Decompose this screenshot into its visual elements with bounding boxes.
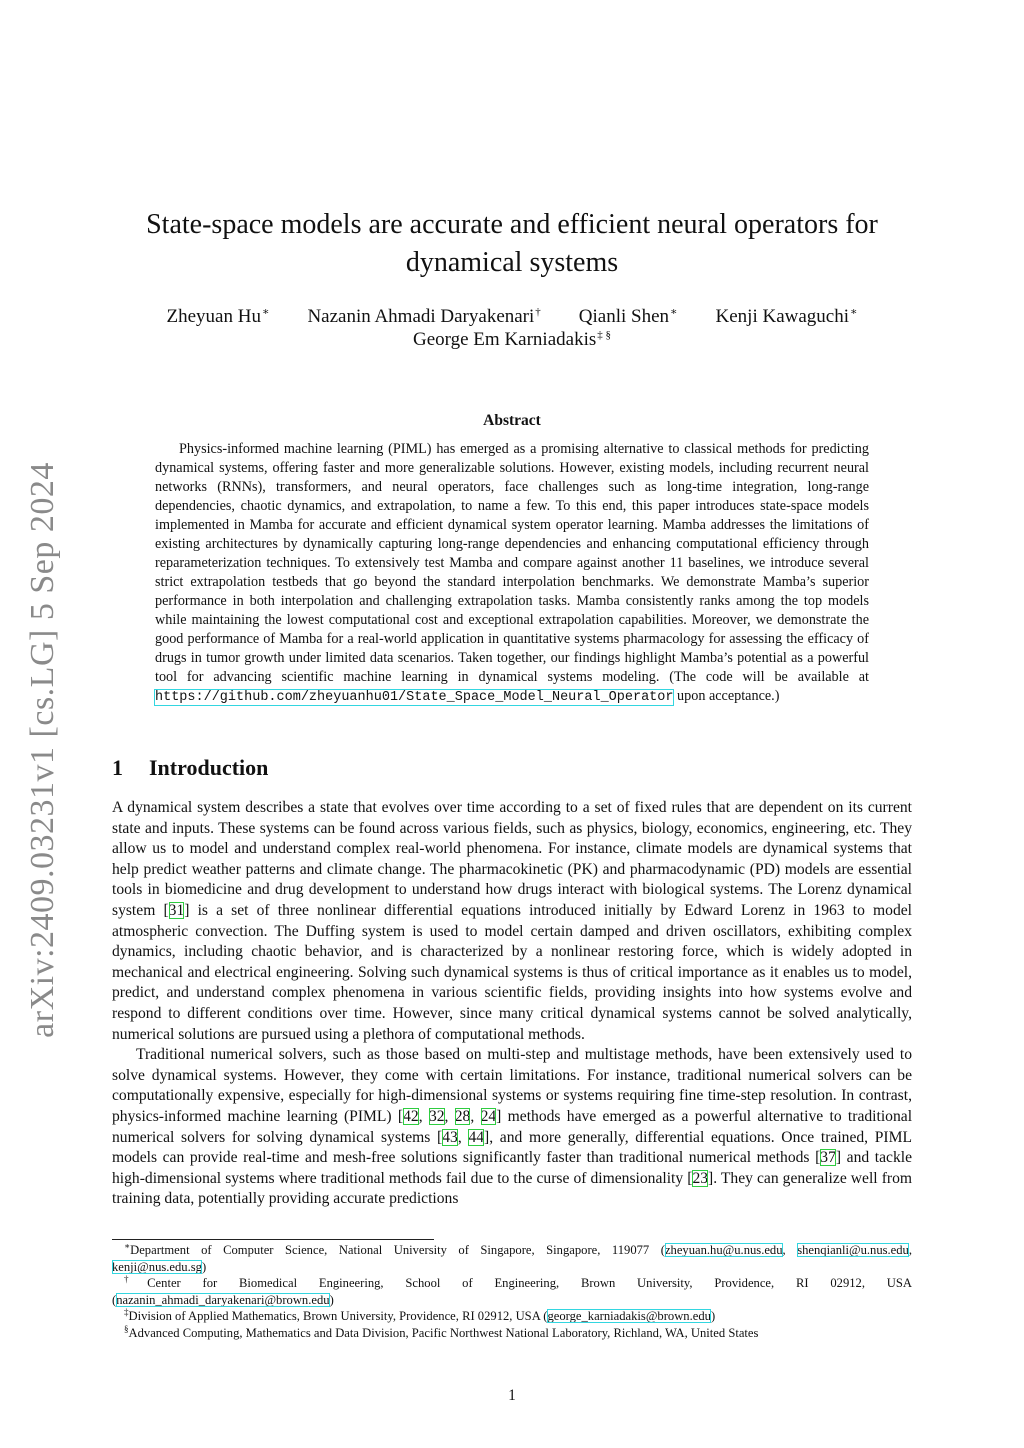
paragraph-text: ] is a set of three nonlinear differential equations introduced initially by Edward Lorenz in 1963 to model atmospheric convection. The Duffing system is used to model certain damped and driven oscillators, exhibiting complex dynamics, including chaotic behavior, and is characterized by a nonlinear restoring force, which is widely adopted in mechanical and electrical engineering. Solving such dynamical systems is thus of critical importance as it enables us to model, predict, and understand complex phenomena in various scientific fields, providing insights into how systems evolve and respond to different conditions over time. However, since many critical dynamical systems cannot be solved analytically, numerical solutions are pursued using a plethora of computational methods.	[112, 901, 912, 1043]
citation-link[interactable]: 24	[480, 1107, 497, 1125]
citation-link[interactable]: 42	[403, 1107, 419, 1125]
paper-title: State-space models are accurate and efficient neural operators for dynamical systems	[146, 209, 878, 278]
paragraph-text: ]. They can generalize well from training data, potentially providing accurate predictions	[112, 1169, 913, 1208]
footnote-text: Center for Biomedical Engineering, School of Engineering, Brown University, Providence, RI 02912, USA	[147, 1276, 912, 1291]
author-george-em-karniadakis	[413, 329, 611, 350]
footnote-divider	[112, 1239, 434, 1240]
email-link[interactable]: kenji@nus.edu.sg	[112, 1259, 202, 1274]
citation-link[interactable]: 44	[468, 1128, 485, 1146]
author-name: Qianli Shen	[578, 306, 670, 327]
email-link[interactable]: george_karniadakis@brown.edu	[547, 1309, 711, 1324]
arxiv-identifier-text: arXiv:2409.03231v1 [cs.LG] 5 Sep 2024	[24, 462, 61, 1038]
abstract-closing-text: upon acceptance.)	[677, 688, 780, 704]
footnote: ‡Division of Applied Mathematics, Brown University, Providence, RI 02912, USA (george_karniadakis@brown.edu)	[124, 1307, 716, 1324]
section-heading-introduction	[112, 753, 268, 783]
citation-link[interactable]: 43	[442, 1128, 458, 1146]
paragraph-text: ] and tackle high-dimensional systems where traditional methods fail due to the curse of dimensionality [	[112, 1149, 912, 1187]
abstract-text: Physics-informed machine learning (PIML) has emerged as a promising alternative to classical methods for predicting dynamical systems, offering faster and more generalizable solutions. However, existing models, including recurrent neural networks (RNNs), transformers, and neural operators, face challenges such as long-time integration, long-range dependencies, chaotic dynamics, and extrapolation, to name a few. To this end, this paper introduces state-space models implemented in Mamba for accurate and efficient dynamical system operator learning. Mamba addresses the limitations of existing architectures by dynamically capturing long-range dependencies and enhancing computational efficiency through reparameterization techniques. To extensively test Mamba and compare against another 11 baselines, we introduce several strict extrapolation testbeds that go beyond the standard interpolation benchmarks. We demonstrate Mamba’s superior performance in both interpolation and challenging extrapolation tasks. Mamba consistently ranks among the top models while maintaining the lowest computational cost and exceptional extrapolation capabilities. Moreover, we demonstrate the good performance of Mamba for a real-world application in quantitative systems pharmacology for assessing the efficacy of drugs in tumor growth under limited data scenarios. Taken together, our findings highlight Mamba’s potential as a powerful tool for advancing scientific machine learning in dynamical systems modeling. (The code will be available at	[155, 441, 869, 685]
citation-link[interactable]: 31	[168, 901, 185, 919]
footnote-mark: ∗	[124, 1240, 131, 1251]
affiliation-mark: †	[535, 305, 541, 318]
abstract-heading: Abstract	[483, 412, 541, 429]
paragraph: Traditional numerical solvers, such as those based on multi-step and multistage methods, have been extensively used to solve dynamical systems. However, they come with certain limitations. For instance, traditional numerical solvers can be computationally expensive, especially for high-dimensional systems or systems requiring fine time-step resolution. In contrast, physics-informed machine learning (PIML) [42, 32, 28, 24] methods have emerged as a powerful alternative to traditional numerical solvers for solving dynamical systems [43, 44], and more generally, differential equations. Once trained, PIML models can provide real-time and mesh-free solutions significantly faster than traditional numerical methods [37] and tackle high-dimensional systems where traditional methods fail due to the curse of dimensionality [23]. They can generalize well from training data, potentially providing accurate predictions	[112, 1046, 913, 1208]
section-number: 1	[112, 755, 123, 780]
citation-link[interactable]: 32	[428, 1107, 445, 1125]
citation-link[interactable]: 37	[820, 1149, 836, 1167]
author-kenji-kawaguchi	[716, 305, 858, 329]
paragraph-text: A dynamical system describes a state that evolves over time according to a set of fixed rules that are dependent on its current state and inputs. These systems can be found across various fields, such as physics, biology, economics, engineering, etc. They allow us to model and understand complex real-world phenomena. For instance, climate models are dynamical systems that help predict weather patterns and climate change. The pharmacokinetic (PK) and pharmacodynamic (PD) models are essential tools in biomedicine and drug development to understand how drugs interact with biological systems. The Lorenz dynamical system [	[112, 799, 912, 919]
author-name: George Em Karniadakis	[412, 329, 597, 350]
footnote-mark: ‡	[124, 1307, 129, 1318]
author-name: Zheyuan Hu	[166, 306, 261, 327]
author-zheyuan-hu	[167, 305, 270, 329]
footnote: ∗Department of Computer Science, National University of Singapore, Singapore, 119077 (zheyuan.hu@u.nus.edu, shenqianli@u.nus.edu, kenji@nus.edu.sg)	[112, 1240, 913, 1274]
section-title: Introduction	[149, 755, 269, 780]
footnote	[112, 1275, 912, 1292]
email-link[interactable]: nazanin_ahmadi_daryakenari@brown.edu	[116, 1292, 330, 1307]
author-list-second-row	[112, 328, 912, 352]
footnote-continuation: (nazanin_ahmadi_daryakenari@brown.edu)	[112, 1292, 334, 1307]
email-link[interactable]: shenqianli@u.nus.edu	[797, 1243, 909, 1257]
footnotes	[112, 1242, 912, 1342]
affiliation-mark: ∗	[850, 305, 858, 318]
affiliation-mark: ∗	[261, 305, 270, 318]
footnote	[112, 1325, 912, 1342]
author-name: Nazanin Ahmadi Daryakenari	[307, 306, 535, 327]
author-name: Kenji Kawaguchi	[715, 306, 850, 327]
email-link[interactable]: zheyuan.hu@u.nus.edu	[664, 1243, 783, 1257]
author-qianli-shen	[579, 305, 678, 329]
footnote-mark: §	[124, 1323, 129, 1334]
author-list	[112, 305, 912, 329]
paragraph-text: Traditional numerical solvers, such as those based on multi-step and multistage methods, have been extensively used to solve dynamical systems. However, they come with certain limitations. For instance, traditional numerical solvers can be computationally expensive, especially for high-dimensional systems or systems requiring fine time-step resolution. In contrast, physics-informed machine learning (PIML) [	[112, 1046, 912, 1125]
paragraph	[112, 798, 912, 1045]
footnote-mark: †	[124, 1274, 148, 1284]
paragraph-text: ], and more generally, differential equations. Once trained, PIML models can provide real-time and mesh-free solutions significantly faster than traditional numerical methods [	[112, 1128, 913, 1167]
citation-link[interactable]: 23	[692, 1169, 709, 1187]
abstract-body	[155, 440, 869, 707]
footnote-text: Division of Applied Mathematics, Brown University, Providence, RI 02912, USA (	[128, 1309, 548, 1324]
footnote-text: Advanced Computing, Mathematics and Data Division, Pacific Northwest National Laboratory, Richland, WA, United States	[128, 1325, 759, 1340]
affiliation-mark: ‡ §	[597, 328, 611, 341]
code-repository-link[interactable]: https://github.com/zheyuanhu01/State_Space_Model_Neural_Operator	[155, 690, 674, 705]
citation-link[interactable]: 28	[454, 1107, 471, 1125]
footnote-text: Department of Computer Science, National University of Singapore, Singapore, 119077 (	[130, 1243, 665, 1257]
introduction-body	[112, 798, 912, 1210]
affiliation-mark: ∗	[670, 305, 678, 318]
paragraph-text: ] methods have emerged as a powerful alternative to traditional numerical solvers for solving dynamical systems [	[112, 1107, 913, 1146]
author-nazanin-ahmadi-daryakenari	[307, 305, 540, 329]
page-number: 1	[508, 1387, 516, 1404]
